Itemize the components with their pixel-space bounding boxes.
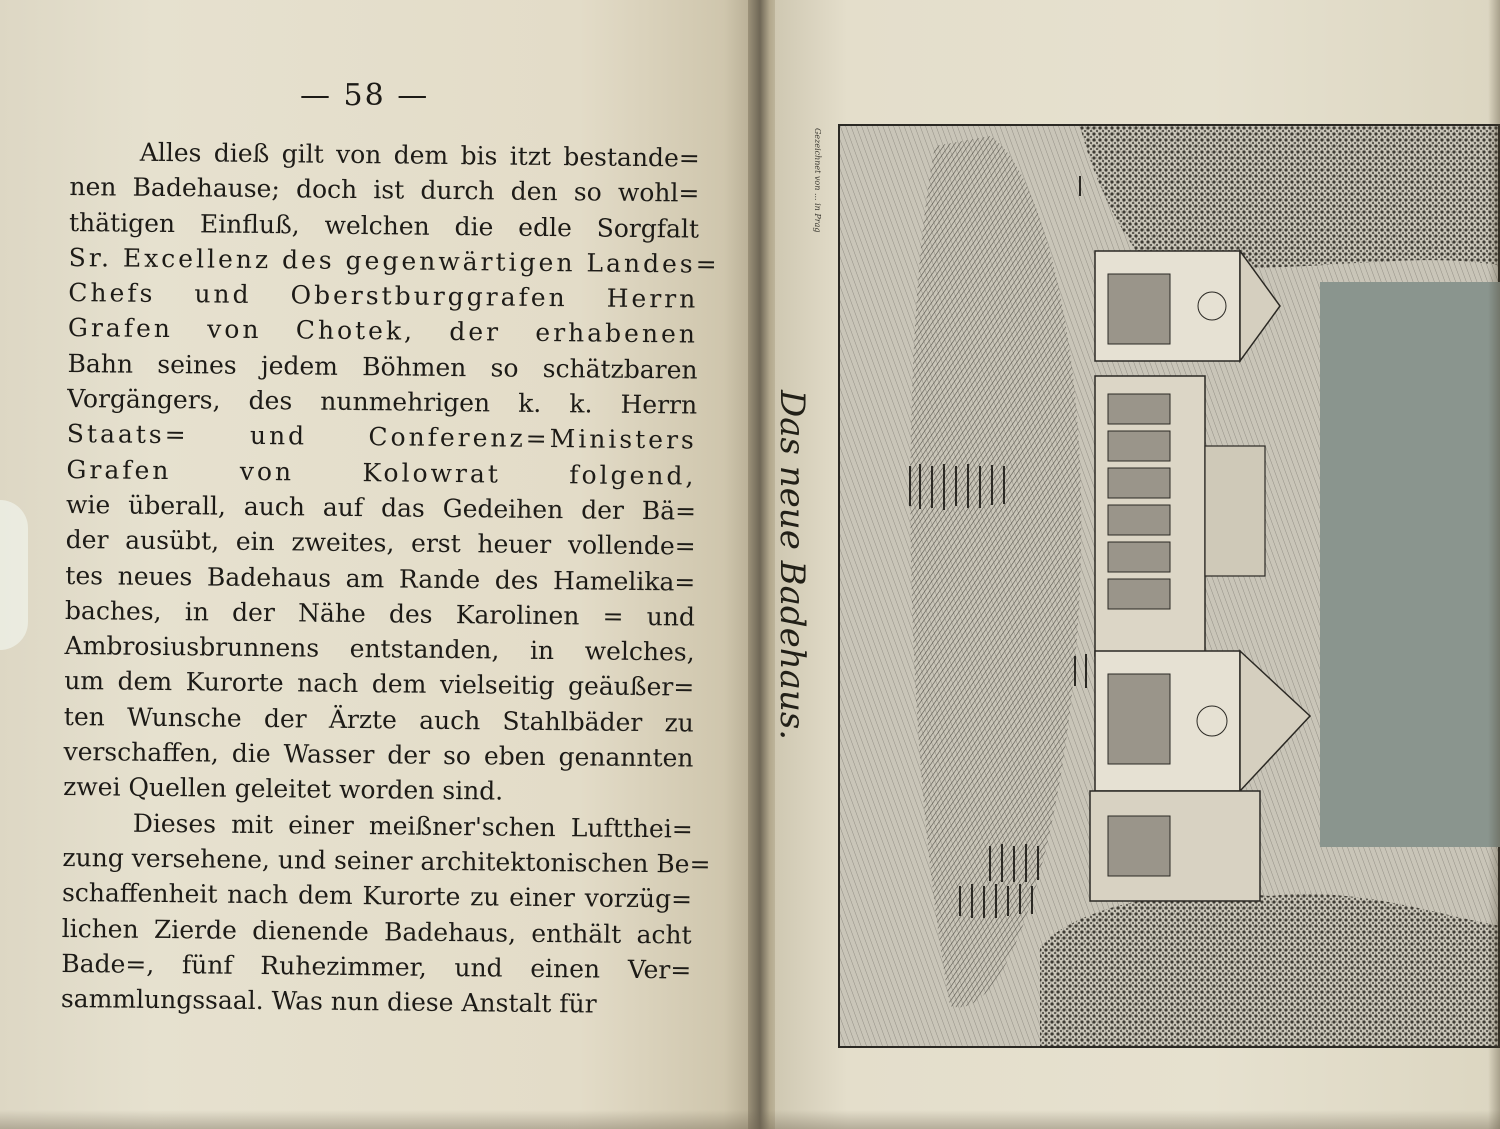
plate-caption [772, 390, 832, 770]
page-number: — 58 — [300, 78, 430, 113]
text-line: Grafen von Chotek, der erhabenen [67, 313, 699, 350]
bottom-edge-shadow [0, 1110, 1500, 1129]
text-line: sammlungssaal. Was nun diese Anstalt für [60, 984, 597, 1019]
text-line: Grafen von Kolowrat folgend, [66, 454, 697, 491]
text-line: tes neues Badehaus am Rande des Hamelika= [65, 560, 696, 597]
text-line: Chefs und Oberstburggrafen Herrn [68, 278, 699, 314]
body-text [60, 134, 720, 1023]
text-line: lichen Zierde dienende Badehaus, enthält acht [61, 913, 692, 950]
text-line: nen Badehause; doch ist durch den so wohl= [69, 172, 700, 208]
text-line: Ambrosiusbrunnens entstanden, in welches, [64, 631, 695, 667]
text-line: der ausübt, ein zweites, erst heuer vollende= [65, 525, 696, 561]
page-edge-shadow [1488, 0, 1500, 1129]
redacted-patch [1320, 282, 1500, 847]
engraver-credit-text: Gezeichnet von ... in Prag [813, 128, 822, 233]
text-line: Sr. Excellenz des gegenwärtigen Landes= [68, 242, 720, 279]
plate-caption-text: Das neue Badehaus. [772, 390, 812, 741]
text-line: baches, in der Nähe des Karolinen = und [64, 595, 696, 632]
text-line: Bahn seines jedem Böhmen so schätzbaren [67, 348, 698, 385]
text-line: ten Wunsche der Ärzte auch Stahlbäder zu [63, 701, 695, 738]
text-line: Bade=, fünf Ruhezimmer, und einen Ver= [61, 948, 692, 985]
text-line: schaffenheit nach dem Kurorte zu einer vorzüg= [61, 878, 693, 914]
text-line: zwei Quellen geleitet worden sind. [63, 772, 504, 806]
text-line: wie überall, auch auf das Gedeihen der Bä= [65, 489, 697, 526]
text-line: zung versehene, und seiner architektonischen Be= [62, 842, 711, 879]
text-line: Staats= und Conferenz=Ministers [66, 419, 697, 455]
text-line: verschaffen, die Wasser der so eben genannten [63, 737, 694, 773]
text-line: um dem Kurorte nach dem vielseitig geäußer= [64, 666, 695, 703]
text-line: thätigen Einfluß, welchen die edle Sorgfalt [68, 207, 700, 244]
text-line: Vorgängers, des nunmehrigen k. k. Herrn [67, 384, 698, 420]
text-line: Alles dieß gilt von dem bis itzt bestande= [139, 137, 700, 173]
text-line: Dieses mit einer meißner'schen Luftthei= [132, 808, 693, 844]
